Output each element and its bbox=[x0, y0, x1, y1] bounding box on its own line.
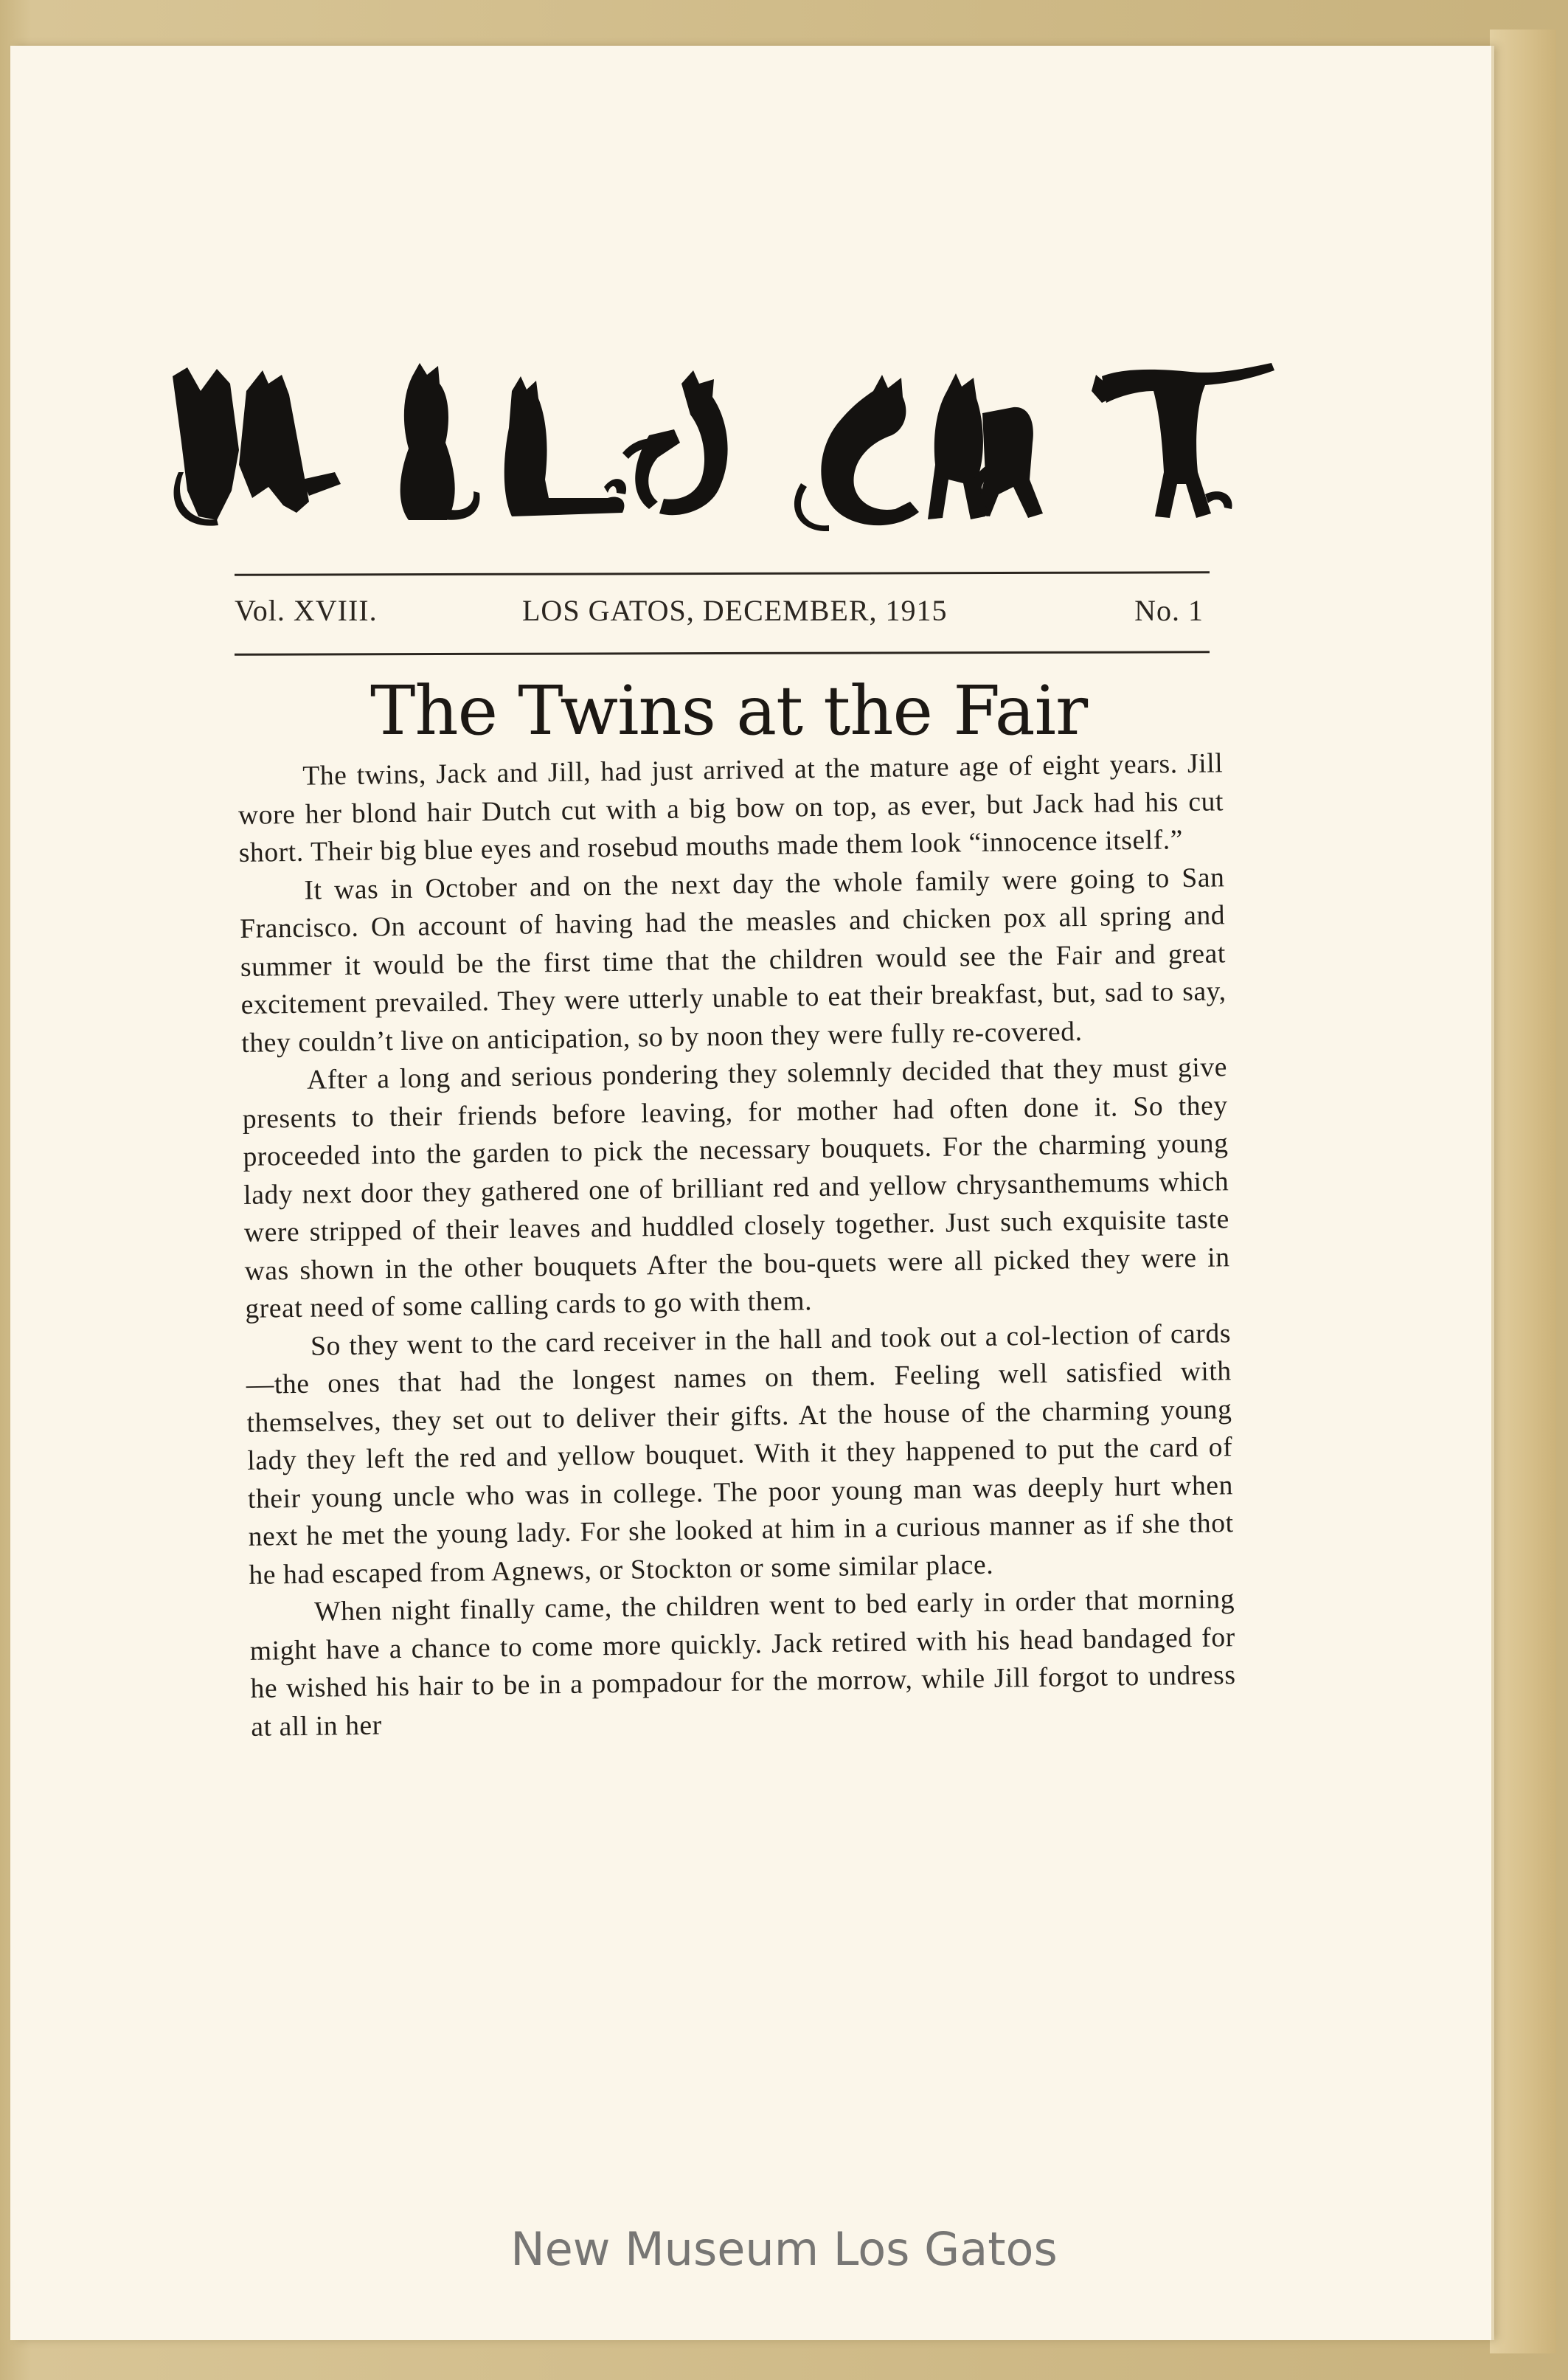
issue-info-line bbox=[235, 589, 1210, 640]
article-body bbox=[237, 744, 1237, 1746]
article-paragraph: It was in October and on the next day the whole family were going to San Francisco. On account of having had the measles and chicken pox all spring and summer it would be the first time that the children would see the Fair and great excitement prevailed. They were utterly unable to eat their breakfast, but, sad to say, they couldn’t live on anticipation, so by noon they were fully re-covered. bbox=[239, 862, 1227, 1059]
watermark: New Museum Los Gatos bbox=[510, 2222, 1058, 2276]
article-paragraph: The twins, Jack and Jill, had just arrived at the mature age of eight years. Jill wore her blond hair Dutch cut with a big bow on top, as ever, but Jack had his cut short. Their big blue eyes and rosebud mouths made them look “innocence itself.” bbox=[237, 748, 1224, 868]
article-paragraph: So they went to the card receiver in the hall and took out a col-lection of cards—the ones that had the longest names on them. Feeling well satisfied with themselves, they set out to deliver their gifts. At the house of the charming young lady they left the red and yellow bouquet. With it they happened to put the card of their young uncle who was in college. The poor young man was deeply hurt when next he met the young lady. For she looked at him in a curious manner as if she thot he had escaped from Agnews, or Stockton or some similar place. bbox=[246, 1318, 1234, 1591]
article-paragraph: When night finally came, the children went to bed early in order that morning might have a chance to come more quickly. Jack retired with his head bandaged for he wished his hair to be in a pompadour for the morrow, while Jill forgot to undress at all in her bbox=[249, 1584, 1236, 1743]
issue-number-label: No. 1 bbox=[1134, 594, 1204, 627]
article-paragraph: After a long and serious pondering they solemnly decided that they must give presents to their friends before leaving, for mother had often done it. So they proceeded into the garden to pick the necessary bouquets. For the charming young lady next door they gathered one of brilliant red and yellow chrysanthemums which were stripped of their leaves and huddled closely together. Just such exquisite taste was shown in the other bouquets After the bou-quets were all picked they were in great need of some calling cards to go with them. bbox=[242, 1052, 1230, 1324]
page-edge bbox=[1490, 30, 1556, 2353]
masthead-logo bbox=[165, 362, 1286, 531]
place-date-label: LOS GATOS, DECEMBER, 1915 bbox=[522, 594, 948, 627]
volume-label: Vol. XVIII. bbox=[235, 594, 378, 627]
article-title: The Twins at the Fair bbox=[370, 671, 1088, 750]
